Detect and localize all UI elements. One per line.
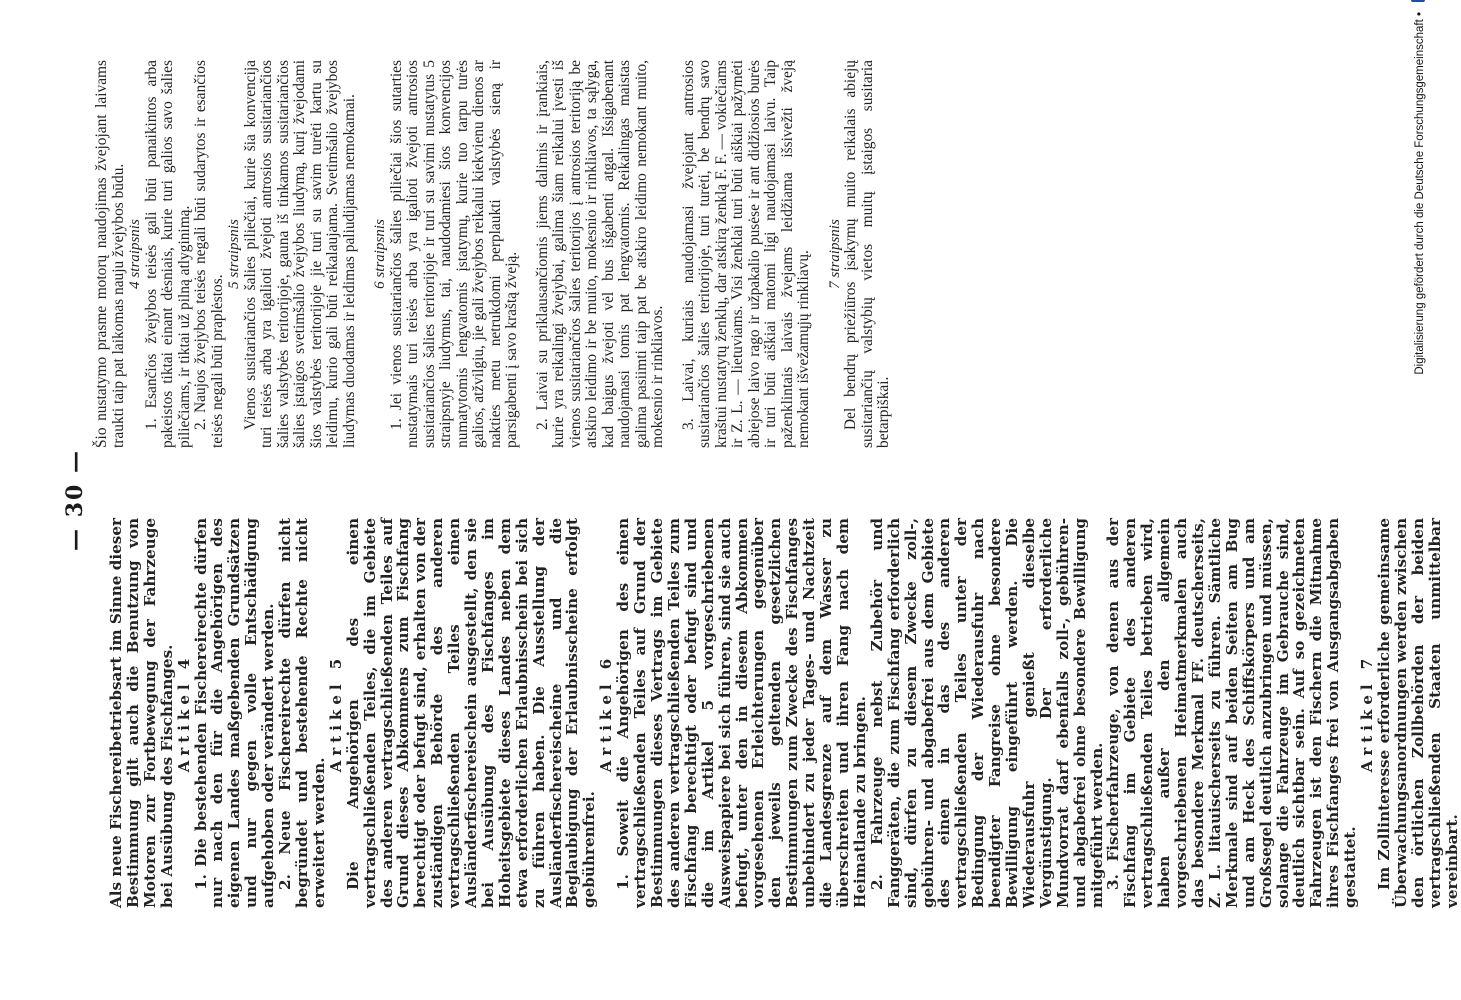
lithuanian-intro: Šio nustatymo prasme motorų naudojimas žvejojant laivams traukti taip pat laikomas nauju žvejybos būdu. [93,60,127,448]
german-column [107,518,1461,908]
german-article-6-paragraph-2: 2. Fahrzeuge nebst Zubehör und Fanggeräten, die zum Fischfang erforderlich sind, dürfen zu diesem Zwecke zoll-, gebühren- und abgabefrei aus dem Gebiete des einen in das des anderen vertragschließenden Teiles unter der Bedingung der Wiederausfuhr nach beendigter Fangreise ohne besondere Bewilligung eingeführt werden. Die Wiederausfuhr genießt dieselbe Vergünstigung. Der erforderliche Mundvorrat darf ebenfalls zoll-, gebühren- und abgabefrei ohne besondere Bewilligung mitgeführt werden. [867,518,1106,908]
lithuanian-article-5-paragraph-1: Vienos susitariančios šalies piliečiai, kurie šia konvencija turi teisės arba yra igalioti žvejoti antrosios susitariančios šalies valstybės teritorijoje, gauna iš tinkamos susitariančios šalies įstaigos svetimšalio žvejybos liudymą, kurį žvejodami šios valstybės teritorijoje jie turi su savim turėti kartu su leidimu, kurio gali būti reikalaujama. Svetimšalio žvejybos liudymas duodamas ir leidimas paliudijamas nemokamai. [241,60,358,448]
page-number: — 30 — [62,449,88,551]
dfg-logo [1411,0,1425,2]
lithuanian-article-4-title: 4 straipsnis [127,219,143,289]
german-article-4-paragraph-1: 1. Die bestehenden Fischereirechte dürfen nur nach den für die Angehörigen des eigenen Landes maßgebenden Grundsätzen und nur gegen volle Entschädigung aufgehoben oder verändert werden. [191,518,278,908]
german-article-6-paragraph-3: 3. Fischerfahrzeuge, von denen aus der Fischfang im Gebiete des anderen vertragschließenden Teiles betrieben wird, haben außer den allgemein vorgeschriebenen Heimatmerkmalen auch das besondere Merkmal FF. deutscherseits, Z. L. litauischerseits zu führen. Sämtliche Merkmale sind auf beiden Seiten am Bug und am Heck des Schiffskörpers und am Großsegel deutlich anzubringen und müssen, solange die Fahrzeuge im Gebrauche sind, deutlich sichtbar sein. Auf so gezeichneten Fahrzeugen ist den Fischern die Mitnahme ihres Fischfanges frei von Ausgangsabgaben gestattet. [1104,518,1360,908]
lithuanian-article-7-title: 7 straipsnis [826,219,843,289]
german-article-5-paragraph-1: Die Angehörigen des einen vertragschließenden Teiles, die im Gebiete des anderen vertragschließenden Teiles auf Grund dieses Abkommens zum Fischfang berechtigt oder befugt sind, erhalten von der zuständigen Behörde des anderen vertragschließenden Teiles einen Ausländerfischereischein ausgestellt, den sie bei Ausübung des Fischfanges im Hoheitsgebiete dieses Landes neben dem etwa erforderlichen Erlaubnisschein bei sich zu führen haben. Die Ausstellung der Ausländerfischereischeine und die Beglaubigung der Erlaubnisscheine erfolgt gebührenfrei. [343,518,599,908]
digitization-note: Digitalisierung gefördert durch die Deutsche Forschungsgemeinschaft • [1414,12,1426,375]
german-intro: Als neue Fischereibetriebsart im Sinne dieser Bestimmung gilt auch die Benutzung von Motoren zur Fortbewegung der Fahrzeuge bei Ausübung des Fischfanges. [107,518,176,908]
column-spacer [667,60,681,448]
lithuanian-article-7-paragraph-1: Del bendrų priežiūros įsakymų muito reikalais abiejų susitariančių valstybių vietos muitų įstaigos susitaria betarpiškai. [842,60,892,448]
column-spacer [521,60,535,448]
german-article-7-title: Artikel 7 [1358,653,1377,773]
lithuanian-article-6-title: 6 straipsnis [372,219,388,289]
german-article-4-title: Artikel 4 [174,653,193,773]
german-article-6-title: Artikel 6 [597,653,616,773]
lithuanian-article-6-paragraph-2: 2. Laivai su priklausančiomis jiems dalimis ir įrankiais, kurie yra reikalingi žvejybai, galima šiam reikalui įvesti iš vienos susitariančios šalies teritorijos į antrosios teritoriją be atskiro leidimo ir be muito, mokesnio ir rinkliavos, ta sąlyga, kad baigus žvejoti vėl bus išgabenti atgal. Išsigabenant naudojamasi tomis pat lengvatomis. Reikalingas maistas galima pasiimti taip pat be atskiro leidimo nemokant muito, mokesnio ir rinkliavos. [533,60,666,448]
lithuanian-column [94,60,1264,448]
german-article-5-title: Artikel 5 [326,653,345,773]
lithuanian-article-6-paragraph-3: 3. Laivai, kuriais naudojamasi žvejojant antrosios susitariančios šalies teritorijoje, turi turėti, be bendrų savo kraštui nustatytų ženklų, dar atskirą ženklą F. F. — vokiečiams ir Z. L. — lietuviams. Visi ženklai turi būti aiškiai pažymėti abiejose laivo rago ir užpakalio pusėse ir ant didžiosios burės ir turi būti aiškiai matomi ligi naudojamasi laivu. Taip paženklintais laivais žvejams leidžiama išsivežti žveją nemokant išvežamųjų rinkliavų. [679,60,812,448]
german-article-7-paragraph-1: Im Zollinteresse erforderliche gemeinsame Überwachungsanordnungen werden zwischen den örtlichen Zollbehörden der beiden vertragschließenden Staaten unmittelbar vereinbart. [1374,518,1461,908]
column-spacer [358,60,372,448]
german-article-6-paragraph-1: 1. Soweit die Angehörigen des einen vertragschließenden Teiles auf Grund der Bestimmungen dieses Vertrags im Gebiete des anderen vertragschließenden Teiles zum Fischfang berechtigt oder befugt sind und die im Artikel 5 vorgeschriebenen Ausweispapiere bei sich führen, sind sie auch befugt, unter den in diesem Abkommen vorgesehenen Erleichterungen gegenüber den jeweils geltenden gesetzlichen Bestimmungen zum Zwecke des Fischfanges unbehindert zu jeder Tages- und Nachtzeit die Landesgrenze auf dem Wasser zu überschreiten und ihren Fang nach dem Heimatlande zu bringen. [614,518,869,908]
digitization-sidebar [1408,0,1434,1000]
lithuanian-article-5-title: 5 straipsnis [226,219,242,289]
german-article-4-paragraph-2: 2. Neue Fischereirechte dürfen nicht begründet und bestehende Rechte nicht erweitert werden. [276,518,328,908]
lithuanian-article-4-paragraph-1: 1. Esančios žvejybos teisės gali būti panaikintos arba pakeistos tiktai einant dėsniais, kurie turi galios savo šalies piliečiams, ir tiktai už pilną atlyginimą. [142,60,193,448]
column-spacer [813,60,827,448]
lithuanian-article-4-paragraph-2: 2. Naujos žvejybos teisės negali būti sudarytos ir esančios teisės negali būti praplėstos. [192,60,226,448]
lithuanian-article-6-paragraph-1: 1. Jei vienos susitariančios šalies piliečiai šios sutarties nustatymais turi teisės arba yra igalioti žvejoti antrosios susitariančios šalies teritorijoje ir turi su savimi nustatytus 5 straipsnyje liudymus, tai, naudodamiesi šios konvencijos numatytomis lengvatomis įstatymų, kurie tuo tarpu turės galios, atžvilgiu, jie gali žvejybos reikalui kiekvienu dienos ar nakties metu netrukdomi perplaukti valstybės sieną ir parsigabenti į savo kraštą žveją. [387,60,520,448]
digitization-sidebar-rotated [1408,0,1434,1000]
